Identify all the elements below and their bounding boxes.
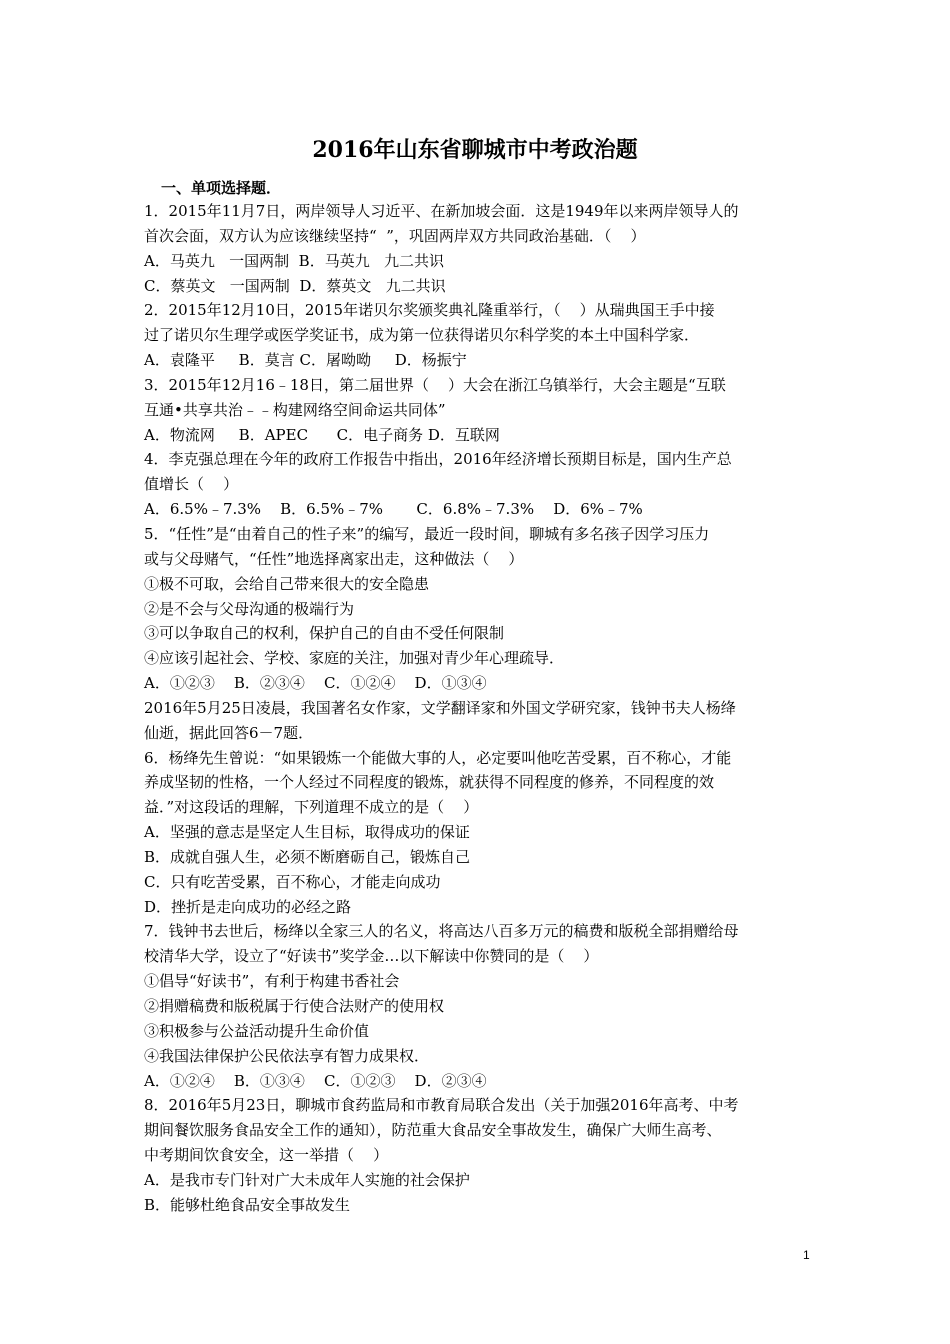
text-line: ④我国法律保护公民依法享有智力成果权． [144,1046,430,1065]
text-line: A．坚强的意志是坚定人生目标，取得成功的保证 [144,823,470,842]
text-line: 1．2015年11月7日，两岸领导人习近平、在新加坡会面．这是1949年以来两岸领导人的 [144,202,739,220]
text-line: D．挫折是走向成功的必经之路 [144,897,352,916]
document-body [144,199,812,1218]
text-line: 中考期间饮食安全，这一举措（ ） [144,1146,389,1165]
text-line: A．袁隆平 B．莫言 C．屠呦呦 D．杨振宁 [144,351,467,370]
text-line: A．马英九 一国两制 B．马英九 九二共识 [144,251,445,270]
text-line: 值增长（ ） [144,475,239,494]
text-line: 或与父母赌气，“任性”地选择离家出走，这种做法（ ） [144,549,524,568]
text-line: ③积极参与公益活动提升生命价值 [144,1021,370,1040]
text-line: 5．“任性”是“由着自己的性子来”的编写，最近一段时间，聊城有多名孩子因学习压力 [144,524,710,543]
section-heading: 一、单项选择题． [161,179,282,197]
text-line: ②捐赠稿费和版税属于行使合法财产的使用权 [144,997,445,1015]
document-title: 2016年山东省聊城市中考政治题 [312,137,638,163]
text-line: 2016年5月25日凌晨，我国著名女作家，文学翻译家和外国文学研究家，钱钟书夫人杨绛 [144,698,736,717]
text-line: A．是我市专门针对广大未成年人实施的社会保护 [144,1170,470,1189]
text-line: ④应该引起社会、学校、家庭的关注，加强对青少年心理疏导． [144,649,565,668]
text-line: 6．杨绛先生曾说：“如果锻炼一个能做大事的人，必定要叫他吃苦受累，百不称心，才能 [144,748,732,767]
text-line: B．成就自强人生，必须不断磨砺自己，锻炼自己 [144,847,471,866]
text-line: 互通•共享共治﹣﹣构建网络空间命运共同体” [144,400,446,419]
text-line: 2．2015年12月10日，2015年诺贝尔奖颁奖典礼隆重举行，（ ）从瑞典国王手中接 [144,301,715,320]
text-line: A．6.5%﹣7.3% B．6.5%﹣7% C．6.8%﹣7.3% D．6%﹣7% [144,500,643,519]
text-line: ①倡导“好读书”，有利于构建书香社会 [144,972,400,991]
text-line: 仙逝，据此回答6－7题． [144,723,314,742]
text-line: A．①②④ B．①③④ C．①②③ D．②③④ [144,1071,487,1090]
text-line: 8．2016年5月23日，聊城市食药监局和市教育局联合发出（关于加强2016年高考、中考 [144,1096,739,1115]
text-line: 益．”对这段话的理解，下列道理不成立的是（ ） [144,798,479,817]
text-line: 3．2015年12月16﹣18日，第二届世界（ ）大会在浙江乌镇举行，大会主题是“互联 [144,375,726,394]
text-line: A．①②③ B．②③④ C．①②④ D．①③④ [144,674,487,693]
page-number: 1 [803,1248,810,1262]
text-line: 首次会面，双方认为应该继续坚持“ ”，巩固两岸双方共同政治基础．（ ） [144,226,646,245]
text-line: C．蔡英文 一国两制 D．蔡英文 九二共识 [144,276,446,295]
text-line: ③可以争取自己的权利，保护自己的自由不受任何限制 [144,624,505,643]
text-line: 过了诺贝尔生理学或医学奖证书，成为第一位获得诺贝尔科学奖的本土中国科学家． [144,326,700,345]
text-line: 校清华大学，设立了“好读书”奖学金…以下解读中你赞同的是（ ） [144,947,599,966]
text-line: ②是不会与父母沟通的极端行为 [144,599,355,618]
text-line: C．只有吃苦受累，百不称心，才能走向成功 [144,872,441,891]
text-line: 4．李克强总理在今年的政府工作报告中指出，2016年经济增长预期目标是，国内生产总 [144,450,732,469]
text-line: A．物流网 B．APEC C．电子商务 D．互联网 [144,425,500,444]
text-line: 养成坚韧的性格，一个人经过不同程度的锻炼，就获得不同程度的修养，不同程度的效 [144,773,715,792]
text-line: 期间餐饮服务食品安全工作的通知），防范重大食品安全事故发生，确保广大师生高考、 [144,1121,722,1140]
text-line: 7．钱钟书去世后，杨绛以全家三人的名义，将高达八百多万元的稿费和版税全部捐赠给母 [144,922,739,941]
text-line: B．能够杜绝食品安全事故发生 [144,1195,351,1214]
text-line: ①极不可取，会给自己带来很大的安全隐患 [144,574,430,593]
